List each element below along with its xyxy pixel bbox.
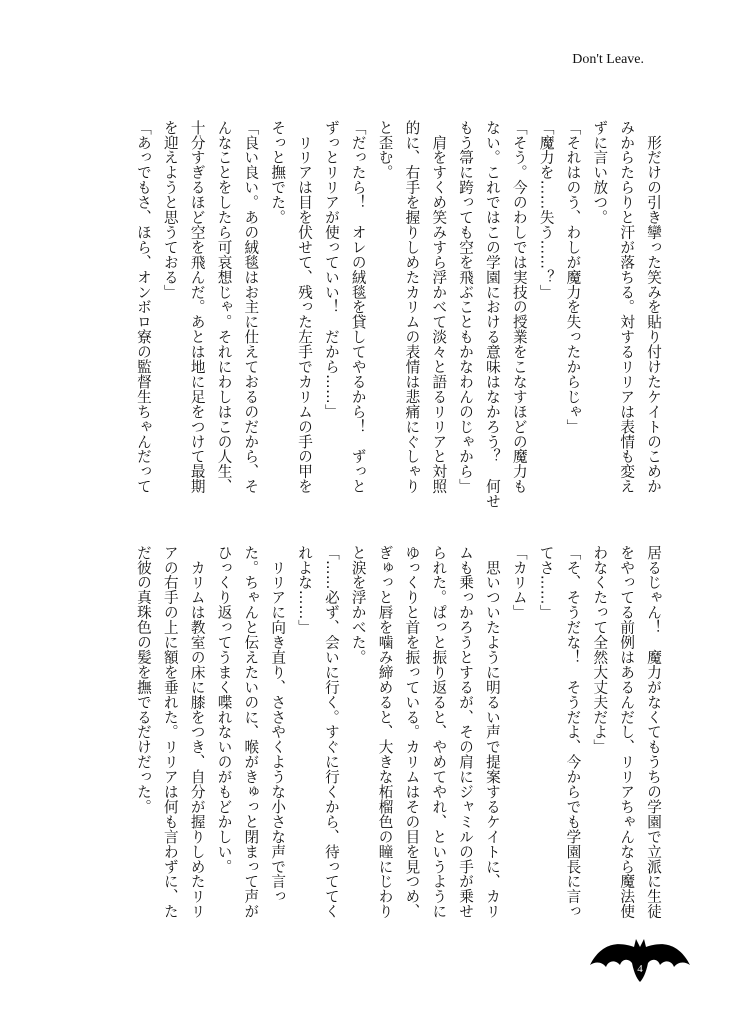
text-line: ムも乗っかろうとするが、その肩にジャミルの手が乗せ: [457, 545, 475, 919]
text-line: 十分すぎるほど空を飛んだ。あとは地に足をつけて最期: [188, 120, 206, 494]
text-line: だ彼の真珠色の髪を撫でるだけだった。: [134, 545, 152, 815]
text-line: ずに言い放つ。: [591, 120, 609, 225]
text-line: 形だけの引き攣った笑みを貼り付けたケイトのこめか: [645, 120, 662, 494]
text-line: リリアに向き直り、ささやくような小さな声で言っ: [269, 545, 287, 904]
text-line: ぎゅっと唇を噛み締めると、大きな柘榴色の瞳にじわり: [376, 545, 394, 919]
text-line: ない。これではこの学園における意味はなかろう？ 何せ: [483, 120, 501, 509]
text-line: た。ちゃんと伝えたいのに、喉がきゅっと閉まって声が: [242, 545, 260, 919]
text-line: わなくたって全然大丈夫だよ」: [591, 545, 609, 755]
text-line: 肩をすくめ笑みすら浮かべて淡々と語るリリアと対照: [430, 120, 448, 494]
text-line: 「……必ず、会いに行く。すぐに行くから、待っててく: [322, 545, 340, 919]
text-line: を迎えようと思うておる」: [161, 120, 179, 300]
text-line: てさ……」: [537, 545, 555, 620]
text-line: ゆっくりと首を振っている。カリムはその目を見つめ、: [403, 545, 421, 919]
text-line: カリムは教室の床に膝をつき、自分が握りしめたリリ: [188, 545, 206, 919]
text-line: 「良い良い。あの絨毯はお主に仕えておるのだから、そ: [242, 120, 260, 494]
bat-page-number-ornament: [590, 935, 690, 990]
text-line: 「だったら！ オレの絨毯を貸してやるから！ ずっと: [349, 120, 367, 494]
text-line: みからたらりと汗が落ちる。対するリリアは表情も変え: [618, 120, 636, 494]
text-line: られた。ぱっと振り返ると、やめてやれ、というように: [430, 545, 448, 919]
text-line: アの右手の上に額を垂れた。リリアは何も言わずに、た: [161, 545, 179, 919]
text-line: と涙を浮かべた。: [349, 545, 367, 665]
text-line: をやってる前例はあるんだし、リリアちゃんなら魔法使: [618, 545, 636, 919]
text-line: 居るじゃん！ 魔力がなくてもうちの学園で立派に生徒: [645, 545, 662, 919]
text-line: と歪む。: [376, 120, 394, 180]
text-line: ずっとリリアが使っていい！ だから……」: [322, 120, 340, 419]
text-line: そっと撫でた。: [269, 120, 287, 225]
text-line: んなことをしたら可哀想じゃ。それにわしはこの人生、: [215, 120, 233, 494]
text-line: ひっくり返ってうまく喋れないのがもどかしい。: [215, 545, 233, 874]
text-line: リリアは目を伏せて、残った左手でカリムの手の甲を: [296, 120, 314, 494]
page-header-title: Don't Leave.: [572, 52, 644, 67]
page-number: 4: [637, 963, 643, 975]
text-line: 「あっでもさ、ほら、オンボロ寮の監督生ちゃんだって: [134, 120, 152, 494]
text-line: 「そ、そうだな！ そうだよ、今からでも学園長に言っ: [564, 545, 582, 919]
bat-icon: [590, 939, 690, 982]
text-line: 「そう。今のわしでは実技の授業をこなすほどの魔力も: [510, 120, 528, 494]
text-line: れよな……」: [296, 545, 314, 635]
text-line: 「それはのう、わしが魔力を失ったからじゃ」: [564, 120, 582, 434]
text-line: 的に、右手を握りしめたカリムの表情は悲痛にぐしゃり: [403, 120, 421, 494]
text-line: 「カリム」: [510, 545, 528, 620]
text-line: 「魔力を……失う……？」: [537, 120, 555, 300]
text-line: 思いついたように明るい声で提案するケイトに、カリ: [483, 545, 501, 919]
text-block-bottom: [129, 545, 666, 935]
text-block-top: [129, 120, 666, 515]
text-line: もう箒に跨っても空を飛ぶこともかなわんのじゃから」: [457, 120, 475, 494]
